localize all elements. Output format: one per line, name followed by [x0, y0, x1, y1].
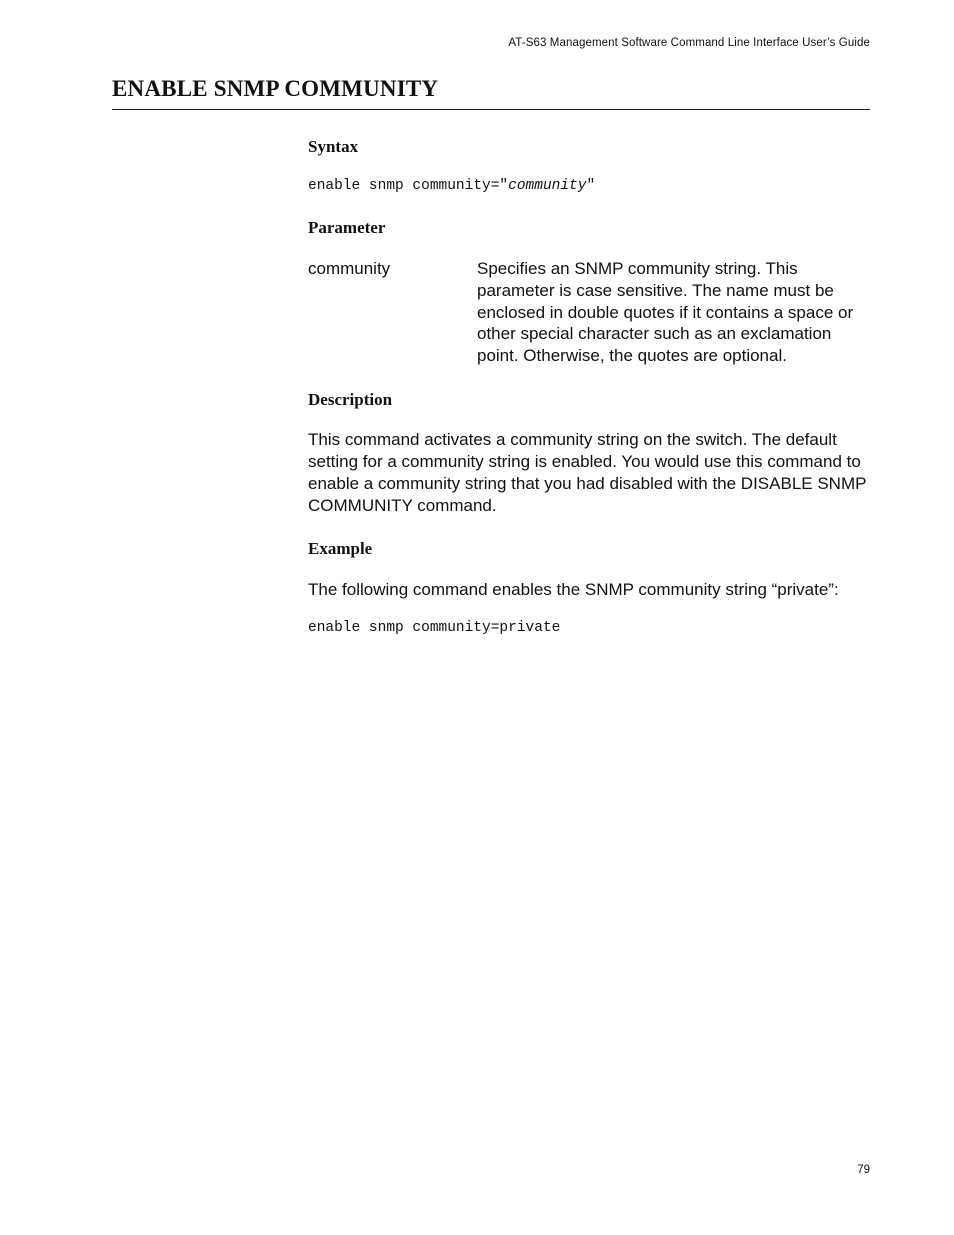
parameter-description: Specifies an SNMP community string. This parameter is case sensitive. The name must be enclosed in double quotes if it contains a space or other special character such as an exclamation point. Otherwise, the quotes are optional. [477, 259, 854, 365]
example-text: The following command enables the SNMP community string “private”: [308, 580, 839, 599]
page-title: ENABLE SNMP COMMUNITY [112, 76, 439, 101]
parameter-heading: Parameter [308, 218, 386, 237]
parameter-name: community [308, 259, 391, 278]
syntax-heading: Syntax [308, 137, 359, 156]
syntax-command-prefix: enable snmp community=" [308, 178, 509, 194]
description-heading: Description [308, 390, 393, 409]
syntax-command-variable: community [508, 178, 587, 194]
running-header: AT-S63 Management Software Command Line Interface User’s Guide [508, 37, 870, 49]
title-divider [112, 109, 870, 110]
example-heading: Example [308, 539, 373, 558]
syntax-command-suffix: " [586, 178, 596, 194]
example-command: enable snmp community=private [308, 620, 561, 636]
page-number: 79 [857, 1164, 870, 1176]
syntax-command [308, 178, 595, 194]
description-text: This command activates a community string on the switch. The default setting for a community string is enabled. You would use this command to enable a community string that you had disabled with the DISABLE SNMP COMMUNITY command. [308, 430, 867, 515]
